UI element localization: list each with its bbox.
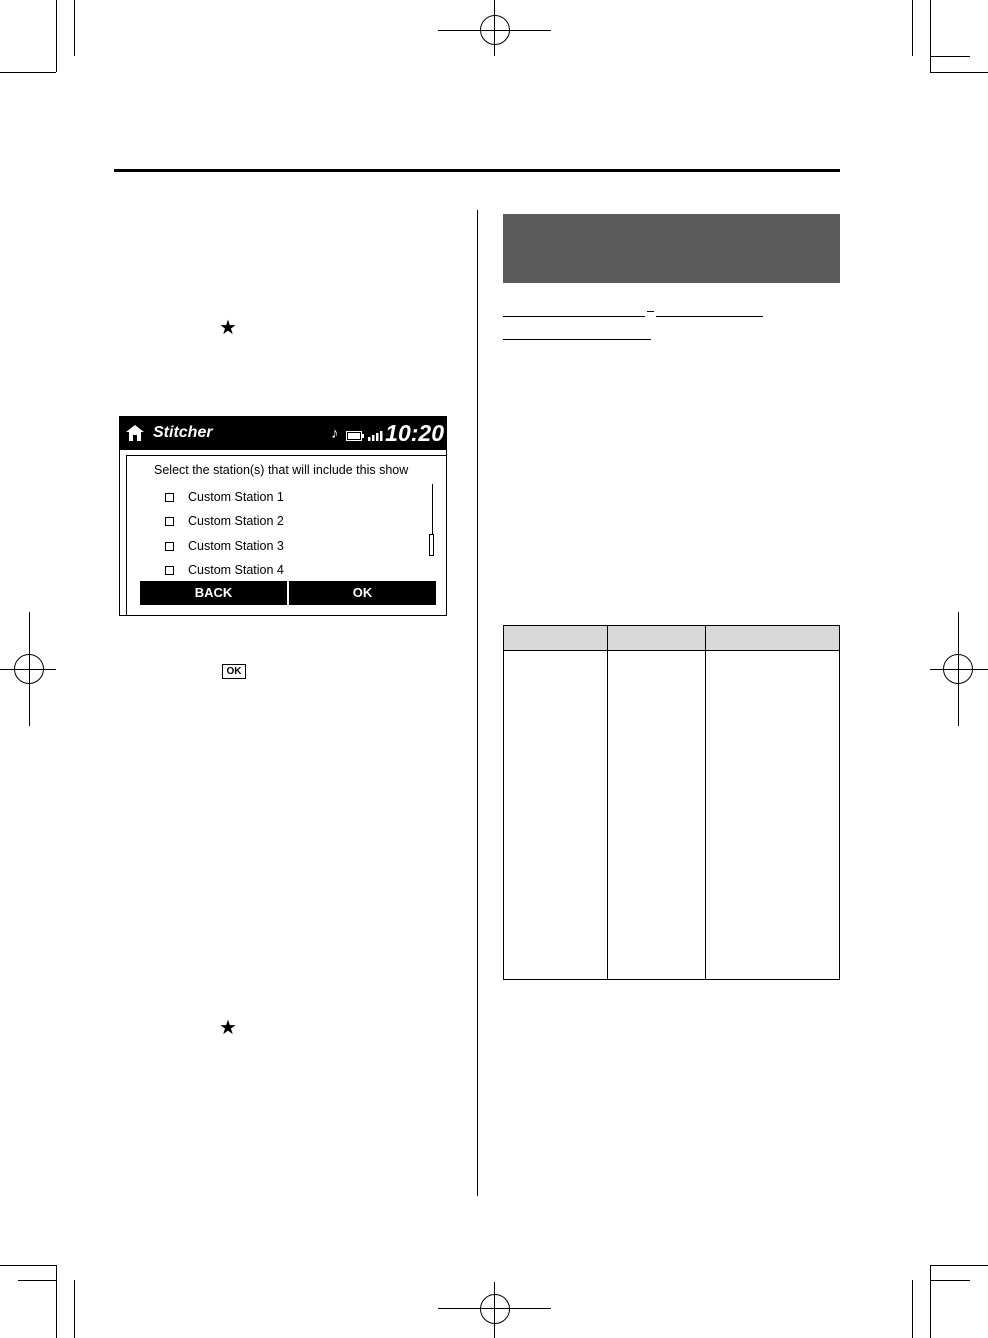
info-table (503, 625, 840, 980)
music-note-icon: ♪ (331, 425, 339, 442)
section-header-bar (503, 214, 840, 283)
clock: 10:20 (385, 420, 444, 446)
station-select-dialog (126, 455, 447, 616)
station-option-label: Custom Station 1 (188, 490, 284, 504)
stitcher-screen (119, 416, 447, 616)
checkbox[interactable] (165, 566, 174, 575)
checkbox[interactable] (165, 542, 174, 551)
table-column-divider (705, 626, 706, 979)
checkbox[interactable] (165, 493, 174, 502)
star-icon: ★ (219, 1017, 237, 1039)
dialog-prompt: Select the station(s) that will include this show (154, 463, 409, 477)
screen-status-bar (120, 417, 446, 450)
star-icon: ★ (219, 317, 237, 339)
home-icon[interactable] (126, 425, 144, 441)
signal-strength-icon (368, 430, 383, 441)
header-rule (114, 169, 840, 172)
station-option-label: Custom Station 4 (188, 563, 284, 577)
ok-button-icon: OK (222, 664, 246, 679)
table-column-divider (607, 626, 608, 979)
station-option-label: Custom Station 3 (188, 539, 284, 553)
ok-button[interactable]: OK (289, 581, 436, 605)
back-button[interactable]: BACK (140, 581, 287, 605)
column-divider (477, 210, 478, 1196)
checkbox[interactable] (165, 517, 174, 526)
scrollbar-thumb[interactable] (429, 534, 434, 556)
table-header-row (504, 626, 839, 651)
battery-icon (346, 431, 364, 441)
station-option-label: Custom Station 2 (188, 514, 284, 528)
app-title: Stitcher (153, 424, 213, 441)
